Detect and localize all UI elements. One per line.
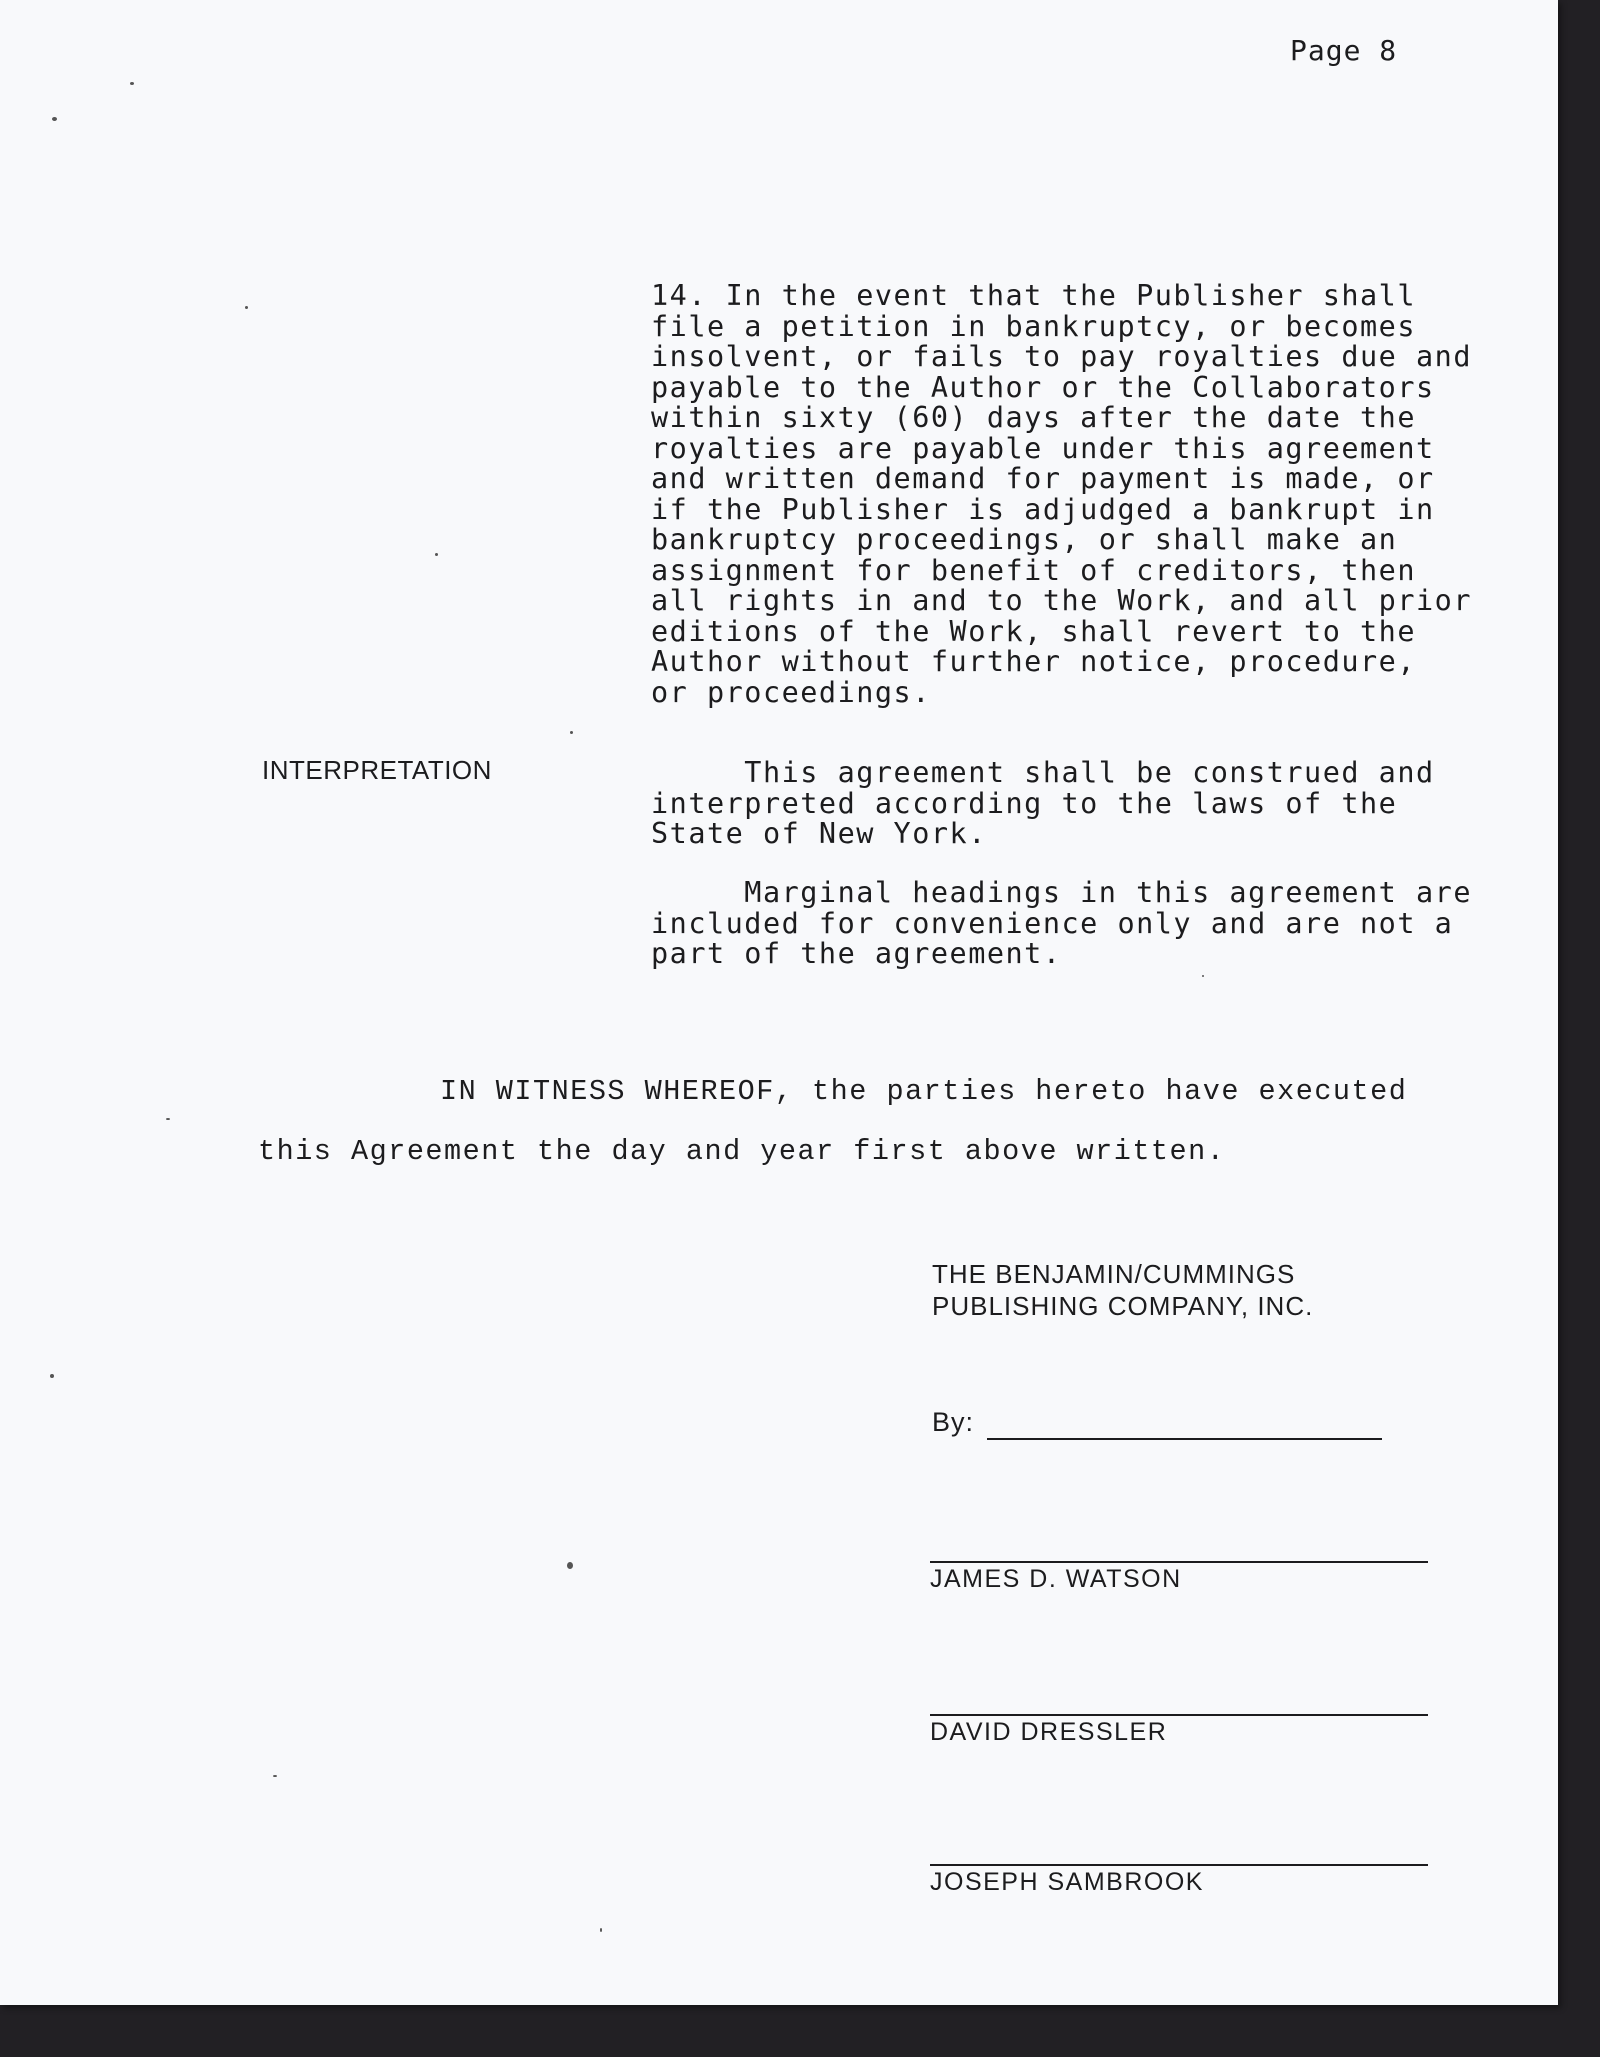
publisher-signature-block [932,1404,1452,1444]
signature-block-watson [930,1561,1430,1611]
interpretation-line: This agreement shall be construed and [651,756,1435,789]
clause-14-line: 14. In the event that the Publisher shall [651,279,1416,312]
interpretation-paragraph [651,758,1471,850]
marginal-line: part of the agreement. [651,937,1062,970]
paper-speck [435,553,438,556]
clause-14-line: assignment for benefit of creditors, then [651,553,1416,587]
paper-speck [273,1775,277,1777]
paper-speck [567,1562,573,1569]
marginal-line: Marginal headings in this agreement are [651,876,1472,909]
publisher-name-line-1: THE BENJAMIN/CUMMINGS [932,1259,1296,1289]
clause-14-line: within sixty (60) days after the date the [651,401,1416,434]
paper-speck [52,117,57,121]
marginal-line: included for convenience only and are not a [651,906,1454,940]
paper-speck [1202,975,1204,977]
signatory-name: JAMES D. WATSON [930,1565,1182,1593]
paper-speck [50,1374,54,1378]
clause-14-line: file a petition in bankruptcy, or becomes [651,309,1416,343]
paper-speck [570,731,573,734]
signature-block-sambrook [930,1864,1430,1914]
signature-line [930,1864,1428,1866]
signature-line [930,1714,1428,1716]
by-label: By: [932,1407,975,1437]
publisher-name-line-2: PUBLISHING COMPANY, INC. [932,1291,1314,1321]
clause-14-line: insolvent, or fails to pay royalties due and [651,340,1472,373]
interpretation-heading: INTERPRETATION [262,755,492,785]
paper-speck [600,1928,602,1932]
clause-14-line: if the Publisher is adjudged a bankrupt in [651,492,1435,526]
clause-14-line: payable to the Author or the Collaborators [651,370,1435,404]
witness-line-2: this Agreement the day and year first above written. [258,1135,1226,1168]
page-number: Page 8 [1290,34,1398,67]
clause-14-line: and written demand for payment is made, or [651,462,1435,495]
witness-line-1: IN WITNESS WHEREOF, the parties hereto have executed [440,1075,1408,1108]
marginal-headings-paragraph [651,878,1471,970]
publisher-name [932,1258,1313,1322]
signatory-name: JOSEPH SAMBROOK [930,1868,1204,1896]
paper-speck [245,306,248,309]
publisher-signature-line [987,1438,1382,1440]
paper-speck [130,82,134,85]
clause-14-line: bankruptcy proceedings, or shall make an [651,523,1398,556]
signature-line [930,1561,1428,1563]
clause-14-line: royalties are payable under this agreement [651,431,1435,465]
signatory-name: DAVID DRESSLER [930,1718,1168,1746]
interpretation-line: State of New York. [651,817,987,850]
clause-14-line: Author without further notice, procedure, [651,645,1416,678]
clause-14-paragraph [651,281,1471,708]
signature-block-dressler [930,1714,1430,1764]
clause-14-line: editions of the Work, shall revert to the [651,614,1416,648]
clause-14-line: all rights in and to the Work, and all prior [651,584,1472,617]
clause-14-line: or proceedings. [651,675,931,709]
interpretation-line: interpreted according to the laws of the [651,786,1398,820]
paper-speck [166,1118,170,1120]
